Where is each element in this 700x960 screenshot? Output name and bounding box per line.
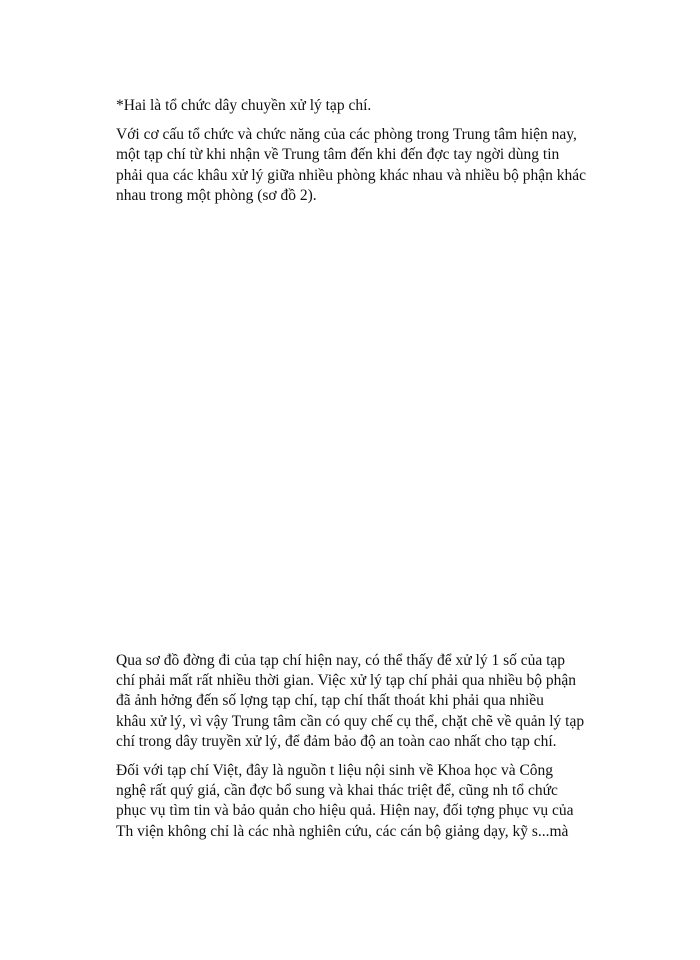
paragraph-line: khâu xử lý, vì vậy Trung tâm cần có quy chế cụ thể, chặt chẽ về quản lý tạp <box>116 712 585 730</box>
paragraph-3 <box>116 761 632 842</box>
paragraph-line: một tạp chí từ khi nhận về Trung tâm đến khi đến đợc tay ngời dùng tin <box>116 146 560 164</box>
paragraph-line: Đối với tạp chí Việt, đây là nguồn t liệu nội sinh về Khoa học và Công <box>116 762 554 780</box>
section-heading <box>116 96 632 116</box>
paragraph-line: đã ảnh hởng đến số lợng tạp chí, tạp chí thất thoát khi phải qua nhiều <box>116 692 544 710</box>
paragraph-line: Th viện không chỉ là các nhà nghiên cứu, các cán bộ giảng dạy, kỹ s...mà <box>116 822 569 840</box>
paragraph-line: chí trong dây truyền xử lý, để đảm bảo độ an toàn cao nhất cho tạp chí. <box>116 732 557 750</box>
paragraph-2 <box>116 651 632 752</box>
paragraph-1 <box>116 125 632 206</box>
paragraph-line: Với cơ cấu tổ chức và chức năng của các phòng trong Trung tâm hiện nay, <box>116 126 577 144</box>
paragraph-line: chí phải mất rất nhiều thời gian. Việc xử lý tạp chí phải qua nhiều bộ phận <box>116 672 577 690</box>
top-text-block <box>116 96 632 215</box>
paragraph-line: nhau trong một phòng (sơ đồ 2). <box>116 186 317 204</box>
paragraph-line: nghệ rất quý giá, cần đợc bổ sung và khai thác triệt để, cũng nh tổ chức <box>116 782 558 800</box>
paragraph-line: phục vụ tìm tin và bảo quản cho hiệu quả. Hiện nay, đối tợng phục vụ của <box>116 802 574 820</box>
paragraph-line: phải qua các khâu xử lý giữa nhiều phòng khác nhau và nhiều bộ phận khác <box>116 166 587 184</box>
heading-line: *Hai là tổ chức dây chuyền xử lý tạp chí. <box>116 97 372 114</box>
paragraph-line: Qua sơ đồ đờng đi của tạp chí hiện nay, có thể thấy để xử lý 1 số của tạp <box>116 652 566 669</box>
blank-diagram-area <box>116 220 632 620</box>
bottom-text-block <box>116 651 632 851</box>
